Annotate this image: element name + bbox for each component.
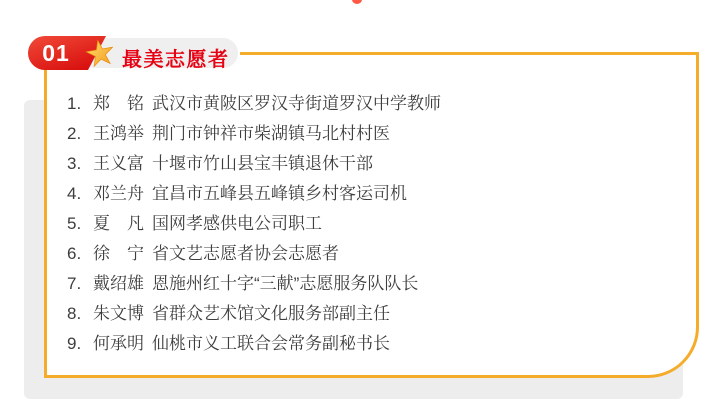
list-item [67, 179, 441, 209]
section-title: 最美志愿者 [122, 49, 230, 71]
item-name: 王义富 [93, 154, 144, 173]
item-title: 仙桃市义工联合会常务副秘书长 [152, 334, 390, 353]
item-number: 2. [67, 124, 82, 143]
list-item [67, 209, 441, 239]
item-name: 邓兰舟 [93, 184, 144, 203]
item-title: 武汉市黄陂区罗汉寺街道罗汉中学教师 [152, 94, 441, 113]
item-name: 戴绍雄 [93, 274, 144, 293]
item-title: 荆门市钟祥市柴湖镇马北村村医 [152, 124, 390, 143]
item-title: 国网孝感供电公司职工 [152, 214, 322, 233]
item-name: 徐 宁 [93, 244, 144, 263]
list-item [67, 89, 441, 119]
cropped-decoration-dot [352, 0, 362, 4]
list-item [67, 329, 441, 359]
list-item [67, 149, 441, 179]
volunteer-list [67, 89, 441, 359]
list-item [67, 119, 441, 149]
item-name: 郑 铭 [93, 94, 144, 113]
item-name: 朱文博 [93, 304, 144, 323]
item-number: 9. [67, 334, 82, 353]
item-number: 6. [67, 244, 82, 263]
list-item [67, 269, 441, 299]
item-title: 省群众艺术馆文化服务部副主任 [152, 304, 390, 323]
item-number: 4. [67, 184, 82, 203]
item-name: 夏 凡 [93, 214, 144, 233]
item-number: 5. [67, 214, 82, 233]
item-title: 省文艺志愿者协会志愿者 [152, 244, 339, 263]
item-number: 7. [67, 274, 82, 293]
list-item [67, 239, 441, 269]
item-name: 王鸿举 [93, 124, 144, 143]
item-name: 何承明 [93, 334, 144, 353]
item-number: 1. [67, 94, 82, 113]
star-icon [84, 37, 116, 69]
section-number: 01 [42, 40, 70, 66]
item-title: 十堰市竹山县宝丰镇退休干部 [152, 154, 373, 173]
item-title: 宜昌市五峰县五峰镇乡村客运司机 [152, 184, 407, 203]
item-number: 8. [67, 304, 82, 323]
item-number: 3. [67, 154, 82, 173]
list-item [67, 299, 441, 329]
item-title: 恩施州红十字“三献”志愿服务队队长 [152, 274, 419, 293]
